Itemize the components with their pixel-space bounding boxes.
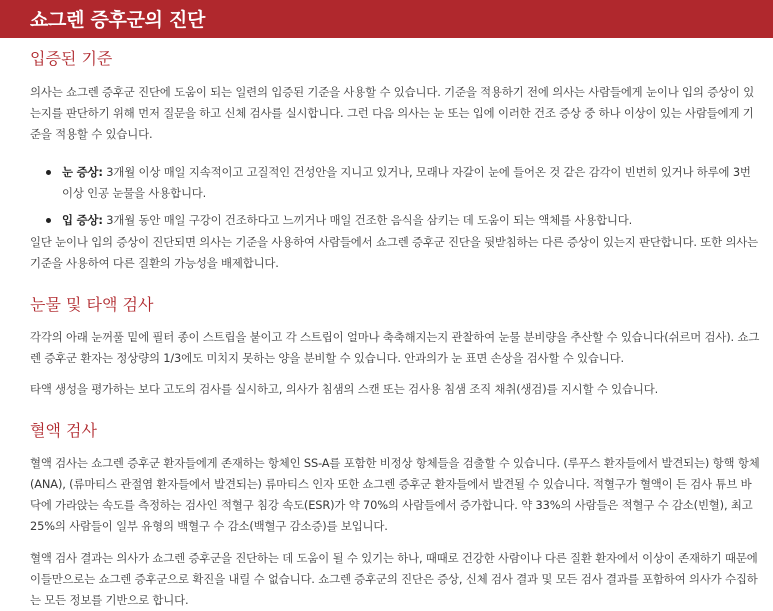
symptom-list <box>30 162 760 231</box>
tear-test-paragraph: 각각의 아래 눈꺼풀 밑에 필터 종이 스트립을 붙이고 각 스트립이 얼마나 축축해지는지 관찰하여 눈물 분비량을 추산할 수 있습니다(쉬르머 검사). 쇼그렌 증후군 환자는 정상량의 1/3에도 미치지 못하는 양을 분비할 수 있습니다. 안과의가 눈 표면 손상을 검사할 수 있습니다. <box>30 330 760 365</box>
list-item-text: 3개월 동안 매일 구강이 건조하다고 느끼거나 매일 건조한 음식을 삼키는 데 도움이 되는 액체를 사용합니다. <box>102 213 633 227</box>
list-item-term: 입 증상: <box>62 213 103 227</box>
bullet-icon <box>46 170 51 175</box>
section-heading-blood-tests: 혈액 검사 <box>30 421 97 440</box>
section-heading-tear-saliva: 눈물 및 타액 검사 <box>30 295 154 314</box>
article-body <box>30 48 760 611</box>
bullet-icon <box>46 218 51 223</box>
list-item-term: 눈 증상: <box>62 165 103 179</box>
criteria-intro-paragraph: 의사는 쇼그렌 증후군 진단에 도움이 되는 일련의 입증된 기준을 사용할 수 있습니다. 기준을 적용하기 전에 의사는 사람들에게 눈이나 입의 증상이 있는지를 판단하기 위해 먼저 질문을 하고 신체 검사를 실시합니다. 그런 다음 의사는 눈 또는 입에 이러한 건조 증상 중 하나 이상이 있는 사람들에게 기준을 적용할 수 있습니다. <box>30 85 755 141</box>
page-title: 쇼그렌 증후군의 진단 <box>0 0 773 38</box>
list-item-eye-symptoms <box>62 162 760 204</box>
blood-test-results-paragraph: 혈액 검사 결과는 의사가 쇼그렌 증후군을 진단하는 데 도움이 될 수 있기는 하나, 때때로 건강한 사람이나 다른 질환 환자에서 이상이 존재하기 때문에 이들만으로는 쇼그렌 증후군으로 확진을 내릴 수 없습니다. 쇼그렌 증후군의 진단은 증상, 신체 검사 결과 및 모든 검사 결과를 포함하여 의사가 수집하는 모든 정보를 기반으로 합니다. <box>30 551 758 607</box>
saliva-test-paragraph: 타액 생성을 평가하는 보다 고도의 검사를 실시하고, 의사가 침샘의 스캔 또는 검사용 침샘 조직 채취(생검)를 지시할 수 있습니다. <box>30 382 659 396</box>
section-heading-criteria: 입증된 기준 <box>30 49 113 68</box>
criteria-outro-paragraph: 일단 눈이나 입의 증상이 진단되면 의사는 기준을 사용하여 사람들에서 쇼그렌 증후군 진단을 뒷받침하는 다른 증상이 있는지 판단합니다. 또한 의사는 기준을 사용하여 다른 질환의 가능성을 배제합니다. <box>30 235 759 270</box>
list-item-text: 3개월 이상 매일 지속적이고 고질적인 건성안을 지니고 있거나, 모래나 자갈이 눈에 들어온 것 같은 감각이 빈번히 있거나 하루에 3번 이상 인공 눈물을 사용합니다. <box>62 165 751 200</box>
list-item-mouth-symptoms <box>62 210 760 231</box>
blood-test-paragraph: 혈액 검사는 쇼그렌 증후군 환자들에게 존재하는 항체인 SS-A를 포함한 비정상 항체들을 검출할 수 있습니다. (루푸스 환자들에서 발견되는) 항핵 항체(ANA), (류마티스 관절염 환자들에서 발견되는) 류마티스 인자 또한 쇼그렌 증후군 환자들에서 발견될 수 있습니다. 적혈구가 혈액이 든 검사 튜브 바닥에 가라앉는 속도를 측정하는 검사인 적혈구 침강 속도(ESR)가 약 70%의 사람들에서 증가합니다. 약 33%의 사람들은 적혈구 수 감소(빈혈), 최고 25%의 사람들이 일부 유형의 백혈구 수 감소(백혈구 감소증)를 보입니다. <box>30 456 760 533</box>
